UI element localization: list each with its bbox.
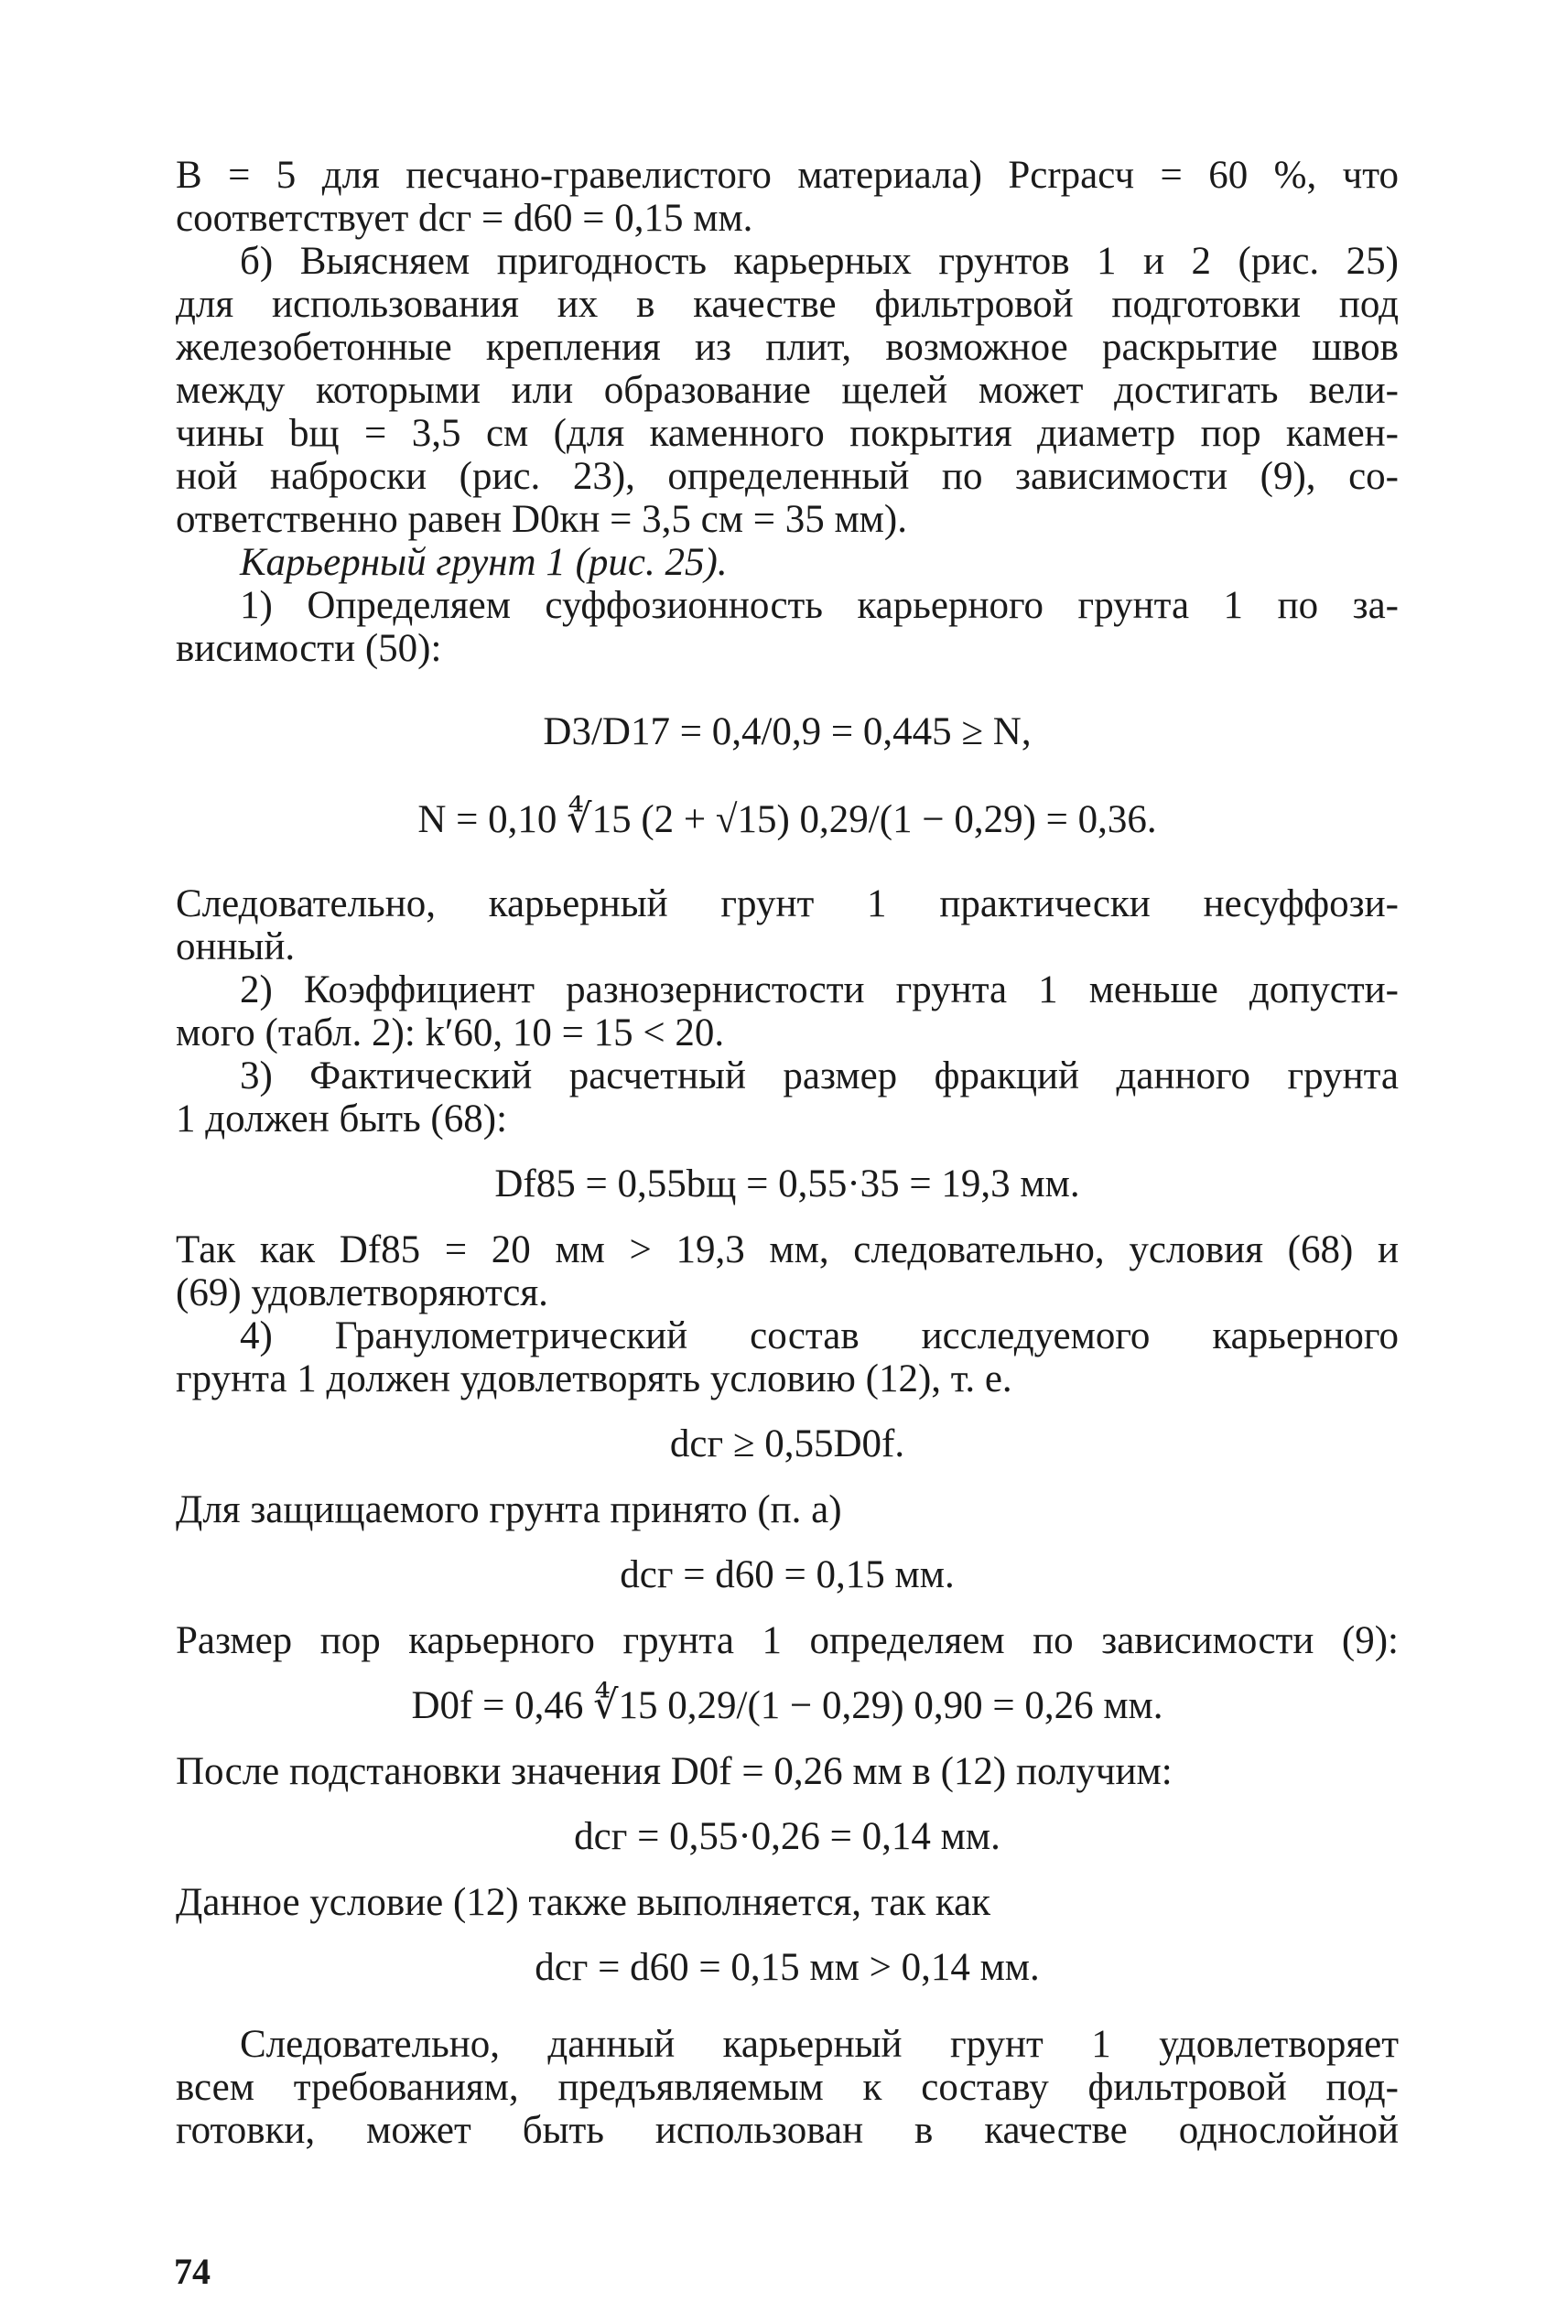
- paragraph-6: [176, 1054, 1399, 1140]
- text-line: Размер пор карьерного грунта 1 определяем по зависимости (9):: [176, 1619, 1399, 1662]
- paragraph-9: [176, 2023, 1399, 2152]
- text-line: 1 должен быть (68):: [176, 1097, 508, 1140]
- text-line: 4) Гранулометрический состав исследуемого карьерного: [240, 1314, 1399, 1357]
- formula-suffosion-ratio: D3/D17 = 0,4/0,9 = 0,445 ≥ N,: [543, 710, 1032, 753]
- paragraph-8: [176, 1314, 1399, 1400]
- text-line: 3) Фактический расчетный размер фракций данного грунта: [240, 1054, 1399, 1097]
- paragraph-3: [176, 584, 1399, 670]
- text-line: Так как Df85 = 20 мм > 19,3 мм, следовательно, условия (68) и: [176, 1228, 1399, 1271]
- paragraph-4: [176, 882, 1399, 968]
- text-line: (69) удовлетворяются.: [176, 1271, 548, 1314]
- paragraph-7: [176, 1228, 1399, 1314]
- text-line: После подстановки значения D0f = 0,26 мм в (12) получим:: [176, 1750, 1173, 1793]
- formula-condition-12: dсг ≥ 0,55D0f.: [669, 1422, 905, 1465]
- formula-pore-size: D0f = 0,46 ∜15 0,29/(1 − 0,29) 0,90 = 0,26 мм.: [411, 1684, 1163, 1727]
- paragraph-5: [176, 968, 1399, 1054]
- text-line: Следовательно, данный карьерный грунт 1 удовлетворяет: [240, 2023, 1399, 2066]
- page-number: 74: [174, 2251, 211, 2292]
- text-line: всем требованиям, предъявляемым к составу фильтровой под-: [176, 2066, 1399, 2109]
- text-line: 2) Коэффициент разнозернистости грунта 1 меньше допусти-: [240, 968, 1399, 1011]
- text-line: соответствует dсг = d60 = 0,15 мм.: [176, 197, 753, 240]
- text-line: B = 5 для песчано-гравелистого материала) Pcrрасч = 60 %, что: [176, 154, 1399, 197]
- text-line: Данное условие (12) также выполняется, так как: [176, 1881, 991, 1924]
- text-line: грунта 1 должен удовлетворять условию (12), т. е.: [176, 1357, 1012, 1400]
- text-line: ной наброски (рис. 23), определенный по зависимости (9), со-: [176, 455, 1399, 498]
- subheading: [176, 541, 1399, 584]
- text-line: 1) Определяем суффозионность карьерного грунта 1 по за-: [240, 584, 1399, 627]
- text-line: между которыми или образование щелей может достигать вели-: [176, 369, 1399, 412]
- text-line: ответственно равен D0кн = 3,5 см = 35 мм).: [176, 498, 907, 541]
- formula-comparison: dсг = d60 = 0,15 мм > 0,14 мм.: [535, 1946, 1040, 1989]
- formula-dcr-value: dсг = 0,55·0,26 = 0,14 мм.: [574, 1815, 1000, 1858]
- formula-fraction-size: Df85 = 0,55bщ = 0,55·35 = 19,3 мм.: [494, 1162, 1080, 1205]
- text-line: мого (табл. 2): k′60, 10 = 15 < 20.: [176, 1011, 725, 1054]
- text-line: висимости (50):: [176, 627, 442, 670]
- text-line: Для защищаемого грунта принято (п. а): [176, 1488, 842, 1531]
- text-line: для использования их в качестве фильтровой подготовки под: [176, 283, 1399, 326]
- text-line: чины bщ = 3,5 см (для каменного покрытия диаметр пор камен-: [176, 412, 1399, 455]
- text-line: железобетонные крепления из плит, возможное раскрытие швов: [176, 326, 1399, 369]
- formula-n-value: N = 0,10 ∜15 (2 + √15) 0,29/(1 − 0,29) = 0,36.: [417, 798, 1157, 841]
- text-line: Следовательно, карьерный грунт 1 практически несуффози-: [176, 882, 1399, 925]
- formula-protected-soil: dсг = d60 = 0,15 мм.: [620, 1553, 955, 1596]
- section-heading: Карьерный грунт 1 (рис. 25).: [240, 541, 728, 584]
- text-line: б) Выясняем пригодность карьерных грунтов 1 и 2 (рис. 25): [240, 240, 1399, 283]
- paragraph-2: [176, 240, 1399, 541]
- paragraph-1: [176, 154, 1399, 240]
- text-line: онный.: [176, 925, 296, 968]
- document-page: [176, 154, 1399, 2152]
- text-line: готовки, может быть использован в качестве однослойной: [176, 2109, 1399, 2152]
